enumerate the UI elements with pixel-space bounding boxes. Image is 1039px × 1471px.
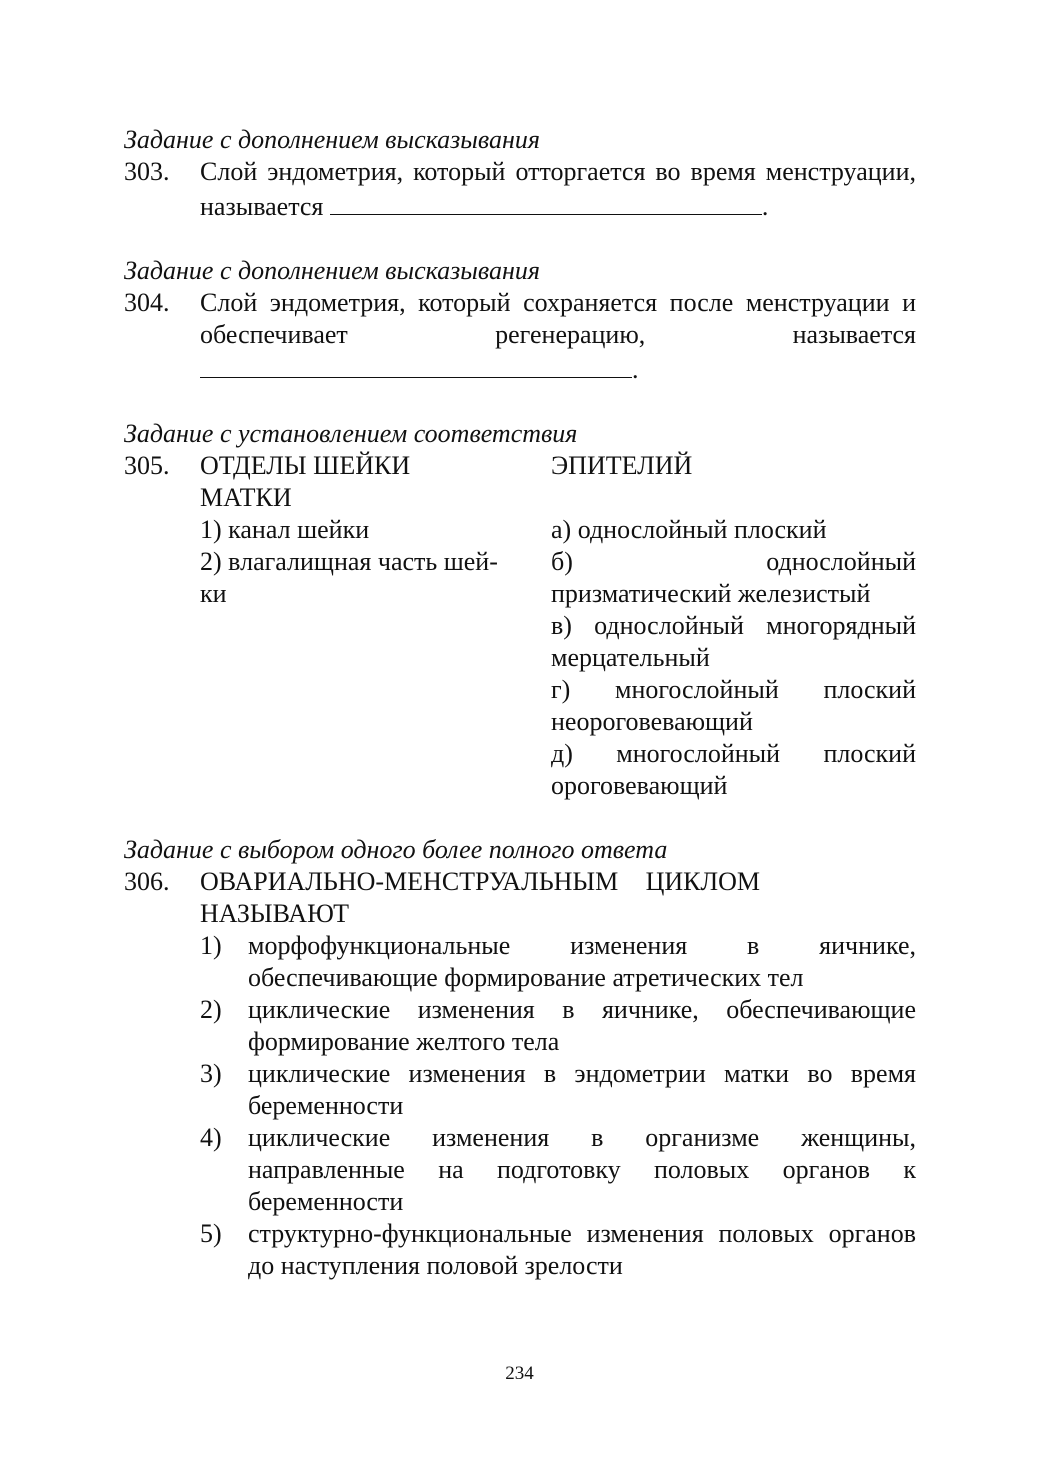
question-306 (124, 866, 916, 1282)
task-type-label: Задание с выбором одного более полного ответа (124, 835, 668, 864)
question-text: ОВАРИАЛЬНО-МЕНСТРУАЛЬНЫМ ЦИКЛОМ НАЗЫВАЮТ (200, 867, 760, 928)
task-type-label: Задание с дополнением высказывания (124, 256, 540, 285)
option-number: 1) (200, 931, 222, 960)
right-item: д) многослойный плоский ороговевающий (551, 739, 916, 800)
question-text (200, 156, 916, 223)
matching-right-column (551, 450, 916, 802)
left-column-header: ОТДЕЛЫ ШЕЙКИ МАТКИ (200, 451, 411, 512)
right-item: б) однослойный призматический железистый (551, 547, 916, 608)
option-text: структурно-функциональные изменения половых органов до наступления половой зрелости (248, 1219, 916, 1280)
task-type-label: Задание с дополнением высказывания (124, 125, 540, 154)
question-number: 304. (124, 288, 170, 317)
option-text: циклические изменения в эндометрии матки во время беременности (248, 1059, 916, 1120)
matching-table (200, 450, 916, 802)
left-item: 1) канал шейки (200, 515, 370, 544)
answer-option (200, 1122, 916, 1218)
option-text: морфофункциональные изменения в яичнике, обеспечивающие формирование атретических тел (248, 931, 916, 992)
question-number: 305. (124, 451, 170, 480)
answer-blank (200, 351, 632, 378)
answer-options (200, 930, 916, 1282)
right-item: а) однослойный плоский (551, 515, 827, 544)
right-column-header: ЭПИТЕЛИЙ (551, 451, 693, 480)
question-303 (124, 156, 916, 223)
answer-option (200, 930, 916, 994)
option-number: 2) (200, 995, 222, 1024)
question-304 (124, 287, 916, 386)
question-end-punct: . (632, 355, 639, 384)
option-number: 4) (200, 1123, 222, 1152)
question-text (200, 287, 916, 351)
question-305 (124, 450, 916, 802)
right-item: в) однослойный многорядный мерцательный (551, 611, 916, 672)
option-text: циклические изменения в яичнике, обеспечивающие формирование желтого тела (248, 995, 916, 1056)
task-type-label: Задание с установлением соответствия (124, 419, 578, 448)
question-number: 306. (124, 867, 170, 896)
matching-left-column (200, 450, 551, 802)
page-content (124, 124, 916, 1282)
question-number: 303. (124, 157, 170, 186)
page-number: 234 (505, 1363, 534, 1384)
answer-option (200, 1058, 916, 1122)
answer-option (200, 1218, 916, 1282)
right-item: г) многослойный плоский неороговевающий (551, 675, 916, 736)
answer-blank (330, 188, 762, 215)
answer-line (200, 351, 916, 386)
answer-option (200, 994, 916, 1058)
option-number: 3) (200, 1059, 222, 1088)
left-item: 2) влагалищная часть шей- ки (200, 547, 498, 608)
option-text: циклические изменения в организме женщины, направленные на подготовку половых органов к беременности (248, 1123, 916, 1216)
question-text-body: Слой эндометрия, который отторгается во время менструации, называется (200, 157, 916, 221)
question-text-body: Слой эндометрия, который сохраняется после менструации и обеспечивает регенерацию, называется (200, 288, 916, 349)
option-number: 5) (200, 1219, 222, 1248)
question-end-punct: . (761, 192, 769, 221)
